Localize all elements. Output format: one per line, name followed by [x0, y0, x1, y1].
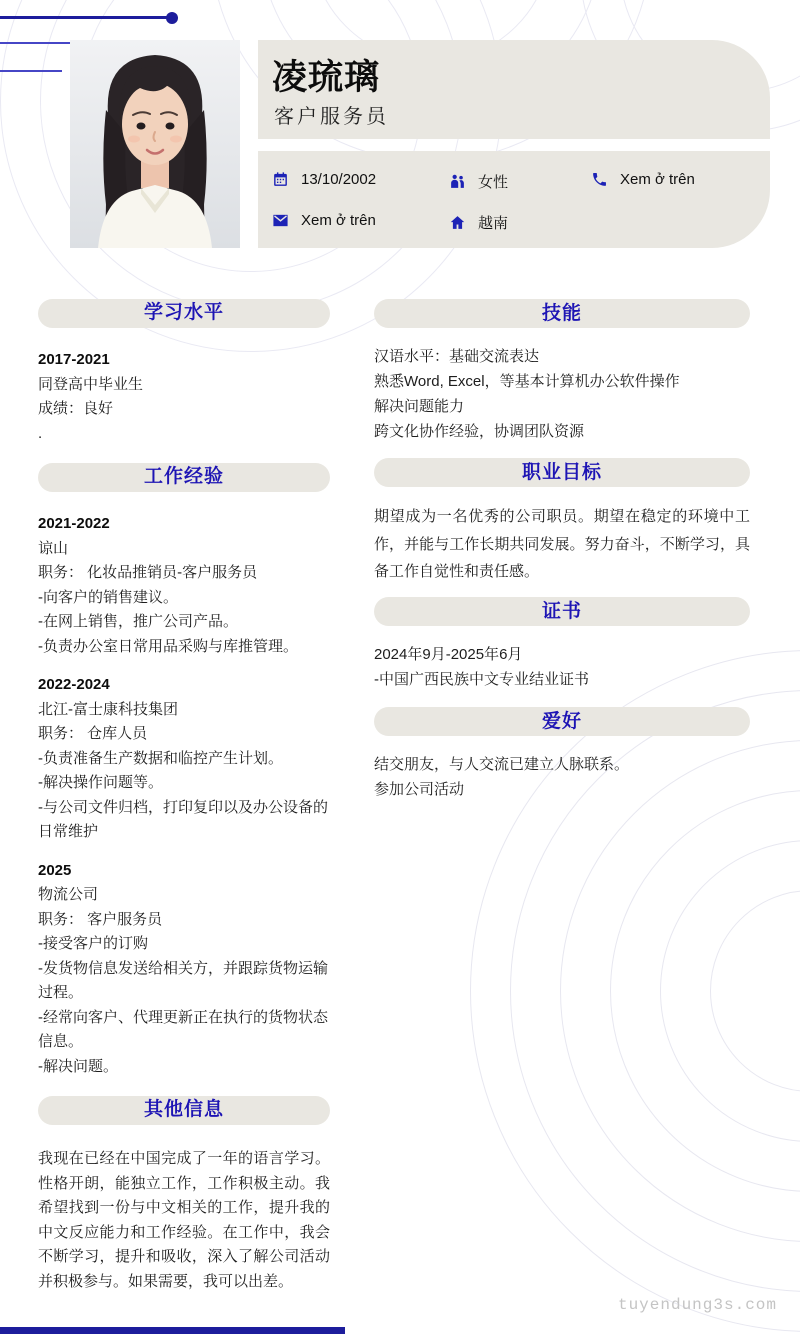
job-line: -在网上销售，推广公司产品。 [38, 613, 238, 630]
skill-line: 跨文化协作经验，协调团队资源 [374, 423, 585, 440]
contact-country-value: 越南 [478, 215, 509, 232]
bottom-accent-bar [0, 1327, 345, 1334]
skills-section [374, 344, 750, 444]
education-section [38, 348, 330, 446]
section-header-skills: 技能 [374, 299, 750, 328]
section-header-experience: 工作经验 [38, 463, 330, 492]
hobbies-section [374, 752, 750, 802]
background-arc [660, 840, 800, 1142]
site-watermark: tuyendung3s.com [617, 1296, 777, 1314]
section-header-certificates: 证书 [374, 597, 750, 626]
job-line: 物流公司 [38, 886, 99, 903]
deco-line [0, 70, 62, 72]
hobby-line: 参加公司活动 [374, 780, 465, 798]
section-header-education: 学习水平 [38, 299, 330, 328]
job-line: -发货物信息发送给相关方，并跟踪货物运输过程。 [38, 959, 328, 1001]
section-header-other-info: 其他信息 [38, 1096, 330, 1125]
job-line: -负责办公室日常用品采购与库推管理。 [38, 637, 298, 655]
education-line: 同登高中毕业生 [38, 375, 144, 393]
hobby-line: 结交朋友，与人交流已建立人脉联系。 [374, 755, 630, 773]
calendar-icon [272, 171, 289, 188]
job-line: -向客户的销售建议。 [38, 588, 178, 606]
job-line: 北江-富士康科技集团 [38, 700, 178, 718]
background-arc [710, 890, 800, 1092]
job-line: 职务： 客户服务员 [38, 910, 163, 928]
home-icon [449, 214, 466, 231]
job-line: -解决操作问题等。 [38, 774, 163, 791]
phone-icon [591, 171, 608, 188]
contact-country [449, 212, 508, 233]
job-period: 2021-2022 [38, 515, 110, 532]
education-line: . [38, 424, 43, 442]
contact-email [272, 212, 376, 229]
objective-paragraph: 期望成为一名优秀的公司职员。期望在稳定的环境中工作，并能与工作长期共同发展。努力奋斗，不断学习，具备工作自觉性和责任感。 [374, 508, 750, 580]
experience-job [38, 512, 330, 659]
experience-section [38, 512, 330, 1079]
profile-photo [70, 40, 240, 248]
skill-line: 汉语水平：基础交流表达 [374, 348, 540, 365]
experience-job [38, 859, 330, 1080]
contact-gender-value: 女性 [478, 174, 509, 191]
certificate-line: 2024年9月-2025年6月 [374, 645, 523, 663]
left-column [38, 299, 330, 1294]
header-name-block [258, 40, 770, 139]
section-header-hobbies: 爱好 [374, 707, 750, 736]
skill-line: 解决问题能力 [374, 398, 465, 415]
section-header-objective: 职业目标 [374, 458, 750, 487]
contact-phone-value: Xem ở trên [620, 171, 695, 188]
job-line: -负责准备生产数据和临控产生计划。 [38, 749, 283, 767]
certificate-line: -中国广西民族中文专业结业证书 [374, 670, 589, 688]
job-line: -经常向客户、代理更新正在执行的货物状态信息。 [38, 1008, 328, 1050]
people-icon [449, 173, 466, 190]
job-period: 2022-2024 [38, 676, 110, 693]
experience-job [38, 673, 330, 845]
job-line: 谅山 [38, 539, 69, 557]
contact-gender [449, 171, 508, 192]
certificates-section [374, 642, 750, 692]
job-line: -与公司文件归档，打印复印以及办公设备的日常维护 [38, 798, 328, 840]
contact-birthdate [272, 171, 376, 188]
candidate-name: 凌琉璃 [272, 58, 381, 97]
job-line: -解决问题。 [38, 1057, 118, 1075]
background-arc [560, 740, 800, 1242]
job-line: -接受客户的订购 [38, 935, 148, 952]
job-line: 职务： 仓库人员 [38, 725, 148, 742]
education-period: 2017-2021 [38, 351, 110, 368]
contact-birthdate-value: 13/10/2002 [301, 171, 377, 188]
other-info-paragraph: 我现在已经在中国完成了一年的语言学习。性格开朗，能独立工作，工作积极主动。我希望找到一份与中文相关的工作，提升我的中文反应能力和工作经验。在工作中，我会不断学习，提升和吸收，深入了解公司活动并积极参与。如果需要，我可以出差。 [38, 1150, 330, 1290]
education-line: 成绩：良好 [38, 400, 114, 417]
contact-email-value: Xem ở trên [301, 212, 376, 229]
job-period: 2025 [38, 861, 72, 879]
job-line: 职务： 化妆品推销员-客户服务员 [38, 564, 258, 581]
deco-line [0, 16, 168, 19]
deco-dot [166, 12, 178, 24]
skill-line: 熟悉Word, Excel，等基本计算机办公软件操作 [374, 373, 680, 390]
header-contact-block [258, 151, 770, 248]
mail-icon [272, 212, 289, 229]
right-column [374, 299, 750, 802]
background-arc [610, 790, 800, 1192]
profile-photo-illustration [70, 40, 240, 248]
contact-phone [591, 171, 695, 188]
candidate-job-title: 客户服务员 [274, 106, 389, 128]
